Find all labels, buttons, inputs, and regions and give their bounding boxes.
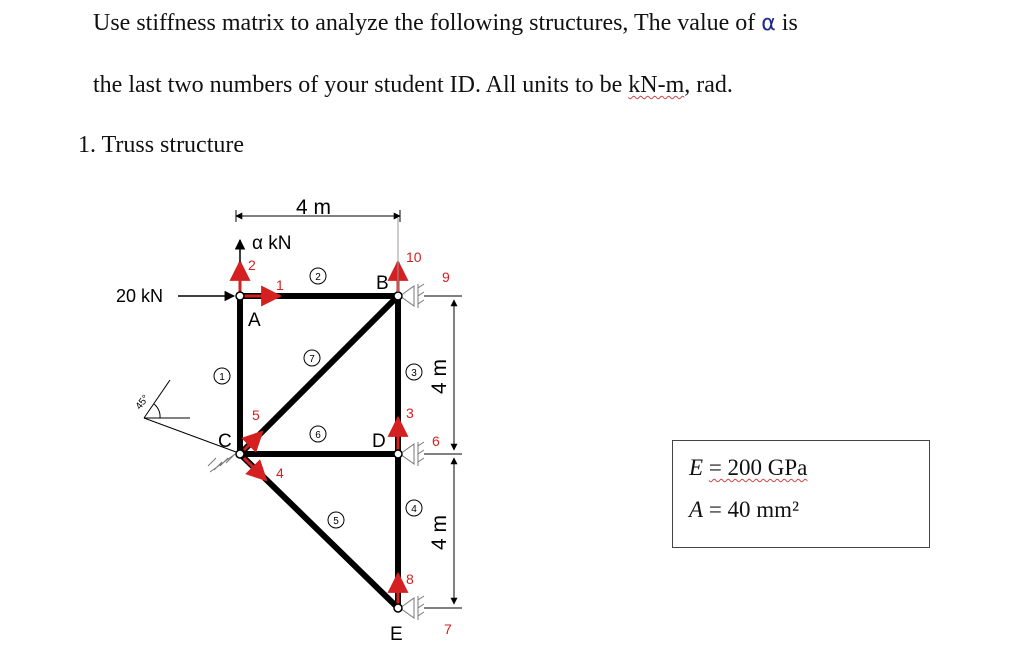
- dof-number-1: 1: [276, 277, 284, 293]
- joint-B: [394, 292, 402, 300]
- member-number-4: 4: [411, 504, 417, 515]
- joint-E: [394, 604, 402, 612]
- support-roller-E: [400, 596, 424, 620]
- member-number-1: 1: [219, 372, 225, 383]
- dof-number-4: 4: [276, 465, 284, 481]
- material-properties-box: [672, 440, 930, 548]
- dim-right-upper-label: 4 m: [428, 358, 451, 394]
- support-roller-D: [400, 442, 424, 466]
- support-angle-label: 45°: [133, 393, 152, 412]
- joint-D: [394, 450, 402, 458]
- member-number-2: 2: [315, 272, 321, 283]
- dof-number-7: 7: [444, 621, 452, 637]
- support-roller-B: [400, 284, 424, 308]
- member-number-3: 3: [411, 368, 417, 379]
- dof-number-10: 10: [406, 249, 422, 265]
- intro-text-1-end: is: [781, 10, 798, 36]
- section-heading: 1. Truss structure: [78, 132, 245, 158]
- load-vertical-label: α kN: [252, 233, 292, 254]
- joint-C: [236, 450, 244, 458]
- dof-numbers: [248, 249, 452, 637]
- node-label-E: E: [390, 624, 403, 645]
- member-number-7: 7: [309, 354, 315, 365]
- member-number-5: 5: [333, 516, 339, 527]
- alpha-symbol: α: [761, 11, 776, 36]
- dof-arrow-5: [244, 432, 262, 450]
- dof-number-9: 9: [442, 269, 450, 285]
- dof-number-2: 2: [248, 257, 256, 273]
- dim-right-lower-label: 4 m: [428, 514, 451, 550]
- joint-A: [236, 292, 244, 300]
- modulus-symbol: E: [689, 455, 704, 480]
- node-label-B: B: [376, 273, 389, 294]
- intro-text-1: Use stiffness matrix to analyze the following structures, The value of: [93, 10, 756, 36]
- area-value: = 40 mm²: [708, 497, 799, 522]
- support-hatch-C: [208, 452, 238, 472]
- area-symbol: A: [689, 497, 704, 522]
- modulus-row: [689, 455, 807, 481]
- members: [240, 296, 398, 608]
- dof-number-8: 8: [406, 571, 414, 587]
- node-label-D: D: [372, 431, 386, 452]
- dof-number-5: 5: [252, 407, 260, 423]
- intro-text-2: the last two numbers of your student ID. All units to be: [93, 72, 623, 98]
- load-horizontal-label: 20 kN: [116, 286, 164, 306]
- intro-text-2-end: , rad.: [684, 72, 733, 98]
- dof-arrow-4: [244, 458, 266, 480]
- units-text: kN-m: [628, 72, 685, 98]
- node-label-C: C: [218, 431, 232, 452]
- node-label-A: A: [248, 310, 261, 331]
- modulus-value: = 200 GPa: [708, 455, 808, 480]
- dimension-right: [424, 296, 462, 608]
- dof-number-3: 3: [406, 405, 414, 421]
- dof-number-6: 6: [432, 433, 440, 449]
- dim-top-label: 4 m: [296, 196, 332, 219]
- member-number-6: 6: [315, 430, 321, 441]
- area-row: [689, 497, 799, 523]
